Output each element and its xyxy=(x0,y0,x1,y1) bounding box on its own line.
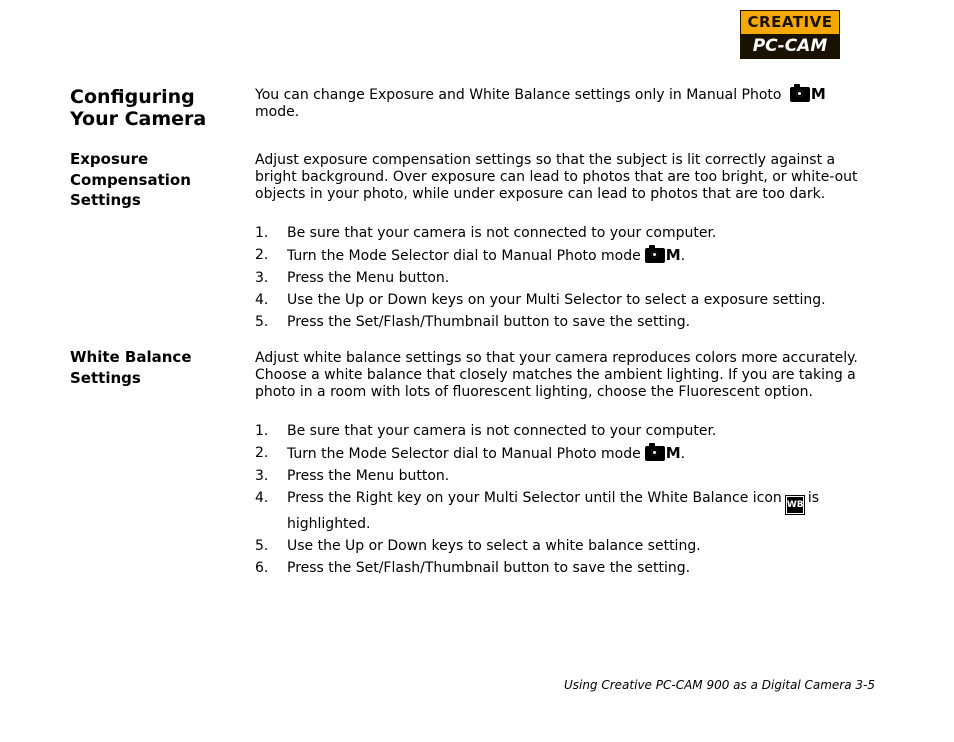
manual-mode-letter: M xyxy=(810,85,826,103)
intro-paragraph xyxy=(255,86,875,121)
logo-brand: CREATIVE xyxy=(741,11,839,34)
page-footer: Using Creative PC-CAM 900 as a Digital Camera 3-5 xyxy=(563,678,875,692)
step-number: 1. xyxy=(255,225,269,241)
camera-manual-icon xyxy=(645,446,665,461)
step-text: Press the Set/Flash/Thumbnail button to save the setting. xyxy=(287,314,691,330)
step-number: 2. xyxy=(255,247,269,263)
white-balance-paragraph: Adjust white balance settings so that your camera reproduces colors more accurately. Choose a white balance that closely matches the ambient lighting. If you are taking a photo in a room with lots of fluorescent lighting, choose the Fluorescent option. xyxy=(255,350,858,400)
step-number: 1. xyxy=(255,423,269,439)
page-title: Configuring Your Camera xyxy=(70,86,207,130)
step-text: Be sure that your camera is not connected to your computer. xyxy=(287,225,717,241)
step-text: Press the Right key on your Multi Selector until the White Balance icon xyxy=(287,490,782,506)
step-number: 3. xyxy=(255,468,269,484)
list-item xyxy=(255,559,875,577)
step-number: 5. xyxy=(255,538,269,554)
step-text: Use the Up or Down keys to select a white balance setting. xyxy=(287,538,701,554)
step-text: Turn the Mode Selector dial to Manual Photo mode xyxy=(287,446,641,462)
intro-text: You can change Exposure and White Balance settings only in Manual Photo xyxy=(255,87,782,103)
step-text: Press the Menu button. xyxy=(287,468,450,484)
list-item xyxy=(255,313,875,331)
step-number: 4. xyxy=(255,490,269,506)
exposure-paragraph: Adjust exposure compensation settings so that the subject is lit correctly against a bright background. Over exposure can lead to photos that are too bright, or white-out objects in your photo, while under exposure can lead to photos that are too dark. xyxy=(255,152,858,202)
intro-text-end: mode. xyxy=(255,104,300,120)
step-number: 5. xyxy=(255,314,269,330)
exposure-steps xyxy=(255,224,875,335)
exposure-heading: Exposure Compensation Settings xyxy=(70,150,191,209)
list-item xyxy=(255,422,875,440)
list-item xyxy=(255,291,875,309)
white-balance-steps xyxy=(255,422,875,581)
list-item xyxy=(255,224,875,242)
camera-manual-icon xyxy=(645,248,665,263)
manual-mode-letter: M xyxy=(665,246,681,264)
step-text-end: . xyxy=(680,446,686,462)
logo-product: PC-CAM xyxy=(741,34,839,58)
step-text: Use the Up or Down keys on your Multi Selector to select a exposure setting. xyxy=(287,292,826,308)
step-number: 2. xyxy=(255,445,269,461)
white-balance-heading: White Balance Settings xyxy=(70,348,192,387)
list-item xyxy=(255,444,875,463)
list-item xyxy=(255,537,875,555)
list-item xyxy=(255,489,875,533)
step-text: Press the Set/Flash/Thumbnail button to save the setting. xyxy=(287,560,691,576)
step-text-end: . xyxy=(680,248,686,264)
step-number: 4. xyxy=(255,292,269,308)
step-text: Be sure that your camera is not connected to your computer. xyxy=(287,423,717,439)
camera-manual-icon xyxy=(790,87,810,102)
step-text-end: is highlighted. xyxy=(287,490,819,532)
manual-mode-letter: M xyxy=(665,444,681,462)
step-number: 3. xyxy=(255,270,269,286)
creative-pc-cam-logo xyxy=(740,10,840,59)
step-text: Turn the Mode Selector dial to Manual Photo mode xyxy=(287,248,641,264)
list-item xyxy=(255,246,875,265)
step-number: 6. xyxy=(255,560,269,576)
list-item xyxy=(255,269,875,287)
list-item xyxy=(255,467,875,485)
white-balance-icon xyxy=(785,495,805,515)
step-text: Press the Menu button. xyxy=(287,270,450,286)
white-balance-icon-label: WB xyxy=(787,497,803,513)
